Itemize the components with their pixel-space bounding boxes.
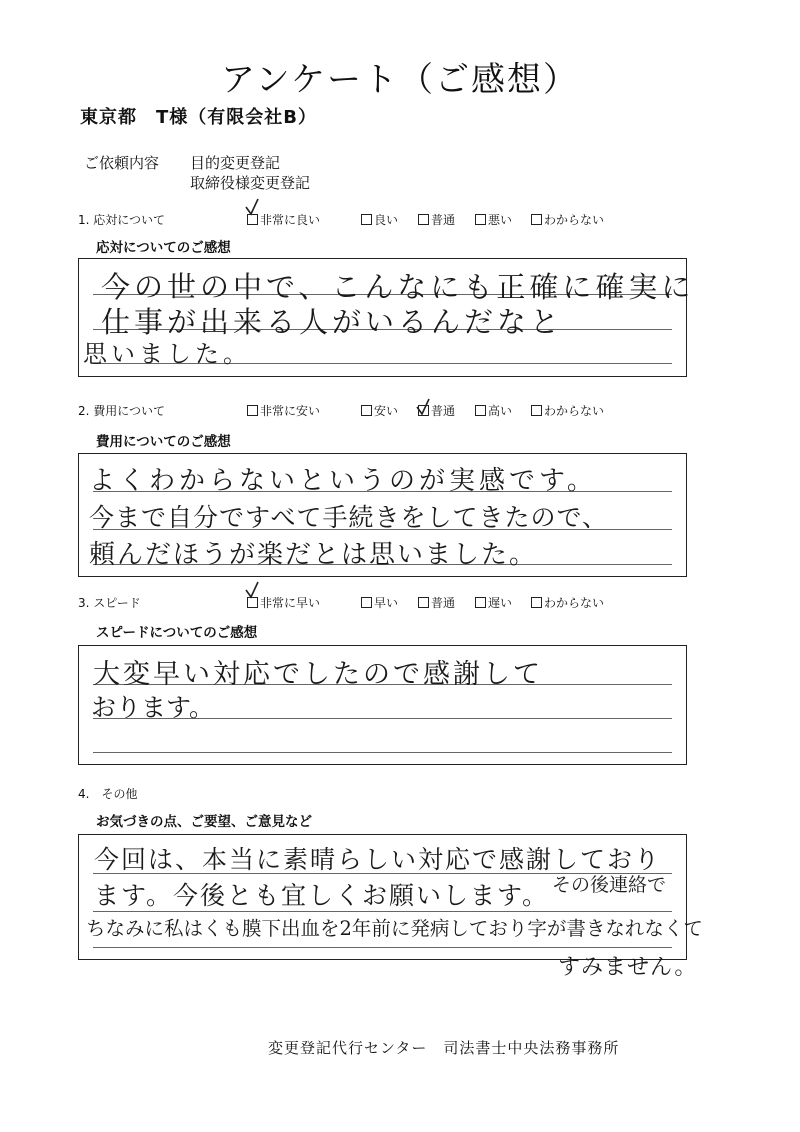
- q1-option-unknown[interactable]: わからない: [531, 211, 604, 228]
- request-item-purpose: 目的変更登記: [190, 154, 281, 172]
- q2-option-unknown[interactable]: わからない: [531, 402, 604, 419]
- q1-comment-line-2: 仕事が出来る人がいるんだなと: [101, 305, 564, 339]
- checkbox-icon: [247, 405, 258, 416]
- q3-comment-box: [78, 645, 687, 765]
- q2-check-mark-icon: [415, 398, 431, 416]
- checkbox-icon: [531, 597, 542, 608]
- checkbox-icon: [531, 405, 542, 416]
- q3-option-very-fast[interactable]: 非常に早い: [247, 594, 320, 611]
- q4-label: 4. その他: [78, 787, 138, 801]
- customer-name: 東京都 T様（有限会社B）: [80, 107, 317, 128]
- q2-label: 2. 費用について: [78, 404, 166, 418]
- checkbox-icon: [531, 214, 542, 225]
- q3-comment-label: スピードについてのご感想: [96, 625, 258, 641]
- q2-comment-box: [78, 453, 687, 577]
- q2-comment-line-1: よくわからないというのが実感です。: [89, 466, 597, 496]
- q3-option-fast[interactable]: 早い: [361, 594, 398, 611]
- q3-label: 3. スピード: [78, 596, 141, 610]
- q3-comment-line-2: おります。: [91, 693, 215, 722]
- q4-comment-note: その後連絡で: [552, 874, 667, 896]
- q2-option-expensive[interactable]: 高い: [475, 402, 512, 419]
- page-title: アンケート（ご感想）: [221, 60, 579, 100]
- q3-option-normal[interactable]: 普通: [418, 594, 455, 611]
- checkbox-icon: [361, 214, 372, 225]
- q1-check-mark-icon: [244, 198, 260, 216]
- q1-label: 1. 応対について: [78, 213, 166, 227]
- q1-option-good[interactable]: 良い: [361, 211, 398, 228]
- q1-comment-line-3: 思いました。: [83, 340, 251, 368]
- q3-option-unknown[interactable]: わからない: [531, 594, 604, 611]
- q4-comment-label: お気づきの点、ご要望、ご意見など: [96, 814, 312, 830]
- q3-check-mark-icon: [244, 581, 260, 599]
- q3-comment-line-1: 大変早い対応でしたので感謝して: [93, 659, 543, 690]
- q4-comment-line-3: ちなみに私はくも膜下出血を2年前に発病しており字が書きなれなくて: [86, 917, 703, 940]
- checkbox-icon: [418, 214, 429, 225]
- q2-comment-line-2: 今まで自分ですべて手続きをしてきたので、: [89, 503, 609, 532]
- q2-option-very-cheap[interactable]: 非常に安い: [247, 402, 320, 419]
- checkbox-icon: [361, 405, 372, 416]
- checkbox-icon: [475, 405, 486, 416]
- request-label: ご依頼内容: [84, 154, 160, 172]
- checkbox-icon: [361, 597, 372, 608]
- footer-office-name: 変更登記代行センター 司法書士中央法務事務所: [268, 1039, 620, 1057]
- checkbox-icon: [475, 597, 486, 608]
- q2-comment-label: 費用についてのご感想: [96, 434, 231, 450]
- request-item-director: 取締役様変更登記: [190, 174, 311, 192]
- checkbox-icon: [418, 597, 429, 608]
- q2-option-normal[interactable]: 普通: [418, 402, 455, 419]
- q2-comment-line-3: 頼んだほうが楽だとは思いました。: [89, 540, 538, 570]
- q1-comment-label: 応対についてのご感想: [96, 240, 231, 256]
- q1-option-very-good[interactable]: 非常に良い: [247, 211, 320, 228]
- q1-comment-line-1: 今の世の中で、こんなにも正確に確実に: [101, 270, 695, 304]
- q3-option-slow[interactable]: 遅い: [475, 594, 512, 611]
- q1-comment-box: [78, 258, 695, 377]
- q1-option-bad[interactable]: 悪い: [475, 211, 512, 228]
- q2-option-cheap[interactable]: 安い: [361, 402, 398, 419]
- q4-comment-line-1: 今回は、本当に素晴らしい対応で感謝しており: [94, 845, 662, 874]
- q4-comment-line-4: すみません。: [558, 955, 698, 980]
- checkbox-icon: [475, 214, 486, 225]
- q4-comment-line-2: ます。今後とも宜しくお願いします。: [94, 881, 550, 910]
- q1-option-normal[interactable]: 普通: [418, 211, 455, 228]
